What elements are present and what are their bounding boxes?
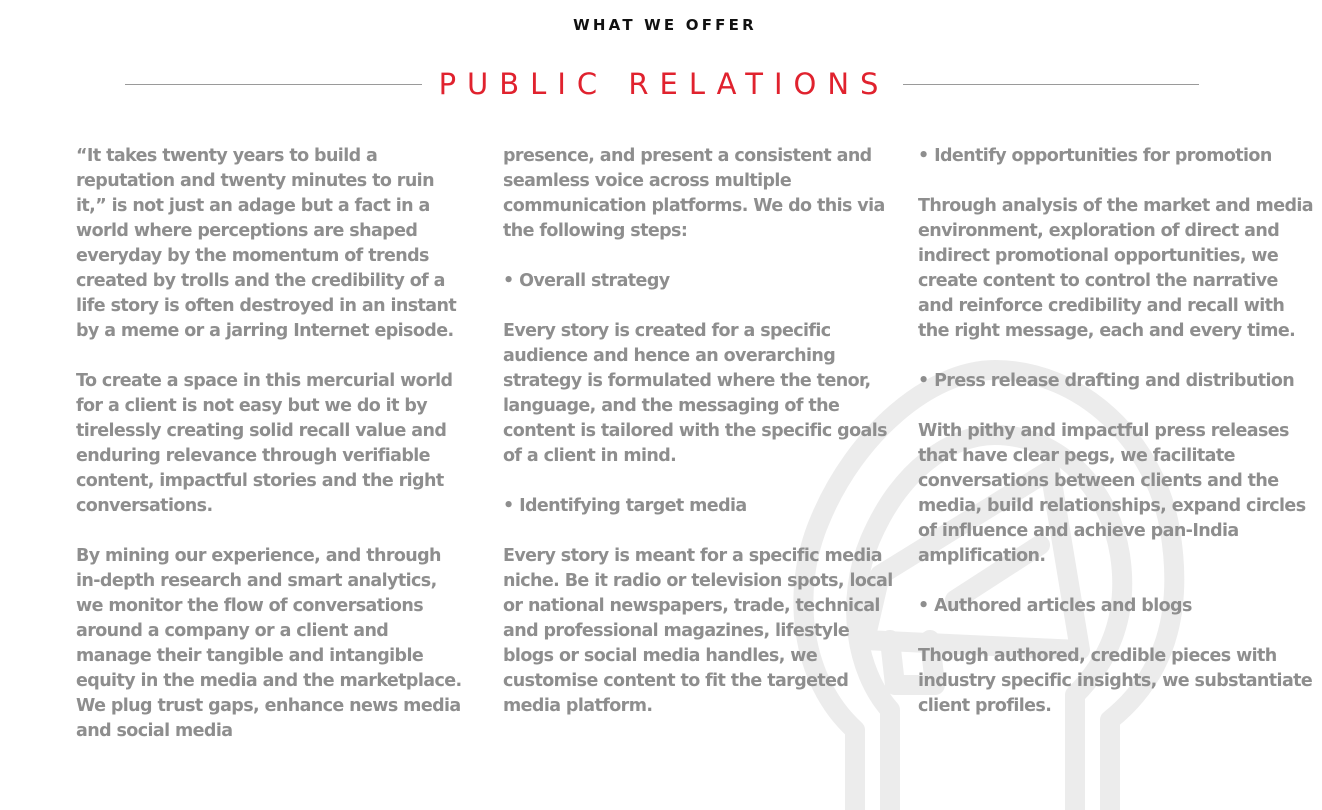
bullet-heading: • Press release drafting and distribution (918, 371, 1295, 391)
paragraph: Though authored, credible pieces with industry specific insights, we substantiate client profiles. (918, 646, 1313, 716)
title-rule-right (903, 84, 1199, 85)
bullet-heading: • Identifying target media (503, 496, 747, 516)
text-column-3 (918, 144, 1318, 744)
bullet-heading: • Authored articles and blogs (918, 596, 1192, 616)
paragraph: To create a space in this mercurial world for a client is not easy but we do it by tirelessly creating solid recall value and enduring relevance through verifiable content, impactful stories and the right conversations. (76, 371, 453, 516)
page-title: PUBLIC RELATIONS (438, 67, 890, 101)
section-eyebrow: WHAT WE OFFER (573, 16, 757, 34)
paragraph: With pithy and impactful press releases that have clear pegs, we facilitate conversations between clients and the media, build relationships, expand circles of influence and achieve pan-India amplification. (918, 421, 1306, 566)
bullet-heading: • Overall strategy (503, 271, 670, 291)
text-column-2 (503, 144, 897, 744)
paragraph: Every story is created for a specific audience and hence an overarching strategy is formulated where the tenor, language, and the messaging of the content is tailored with the specific goals of a client in mind. (503, 321, 887, 466)
title-rule-left (125, 84, 422, 85)
paragraph: “It takes twenty years to build a reputation and twenty minutes to ruin it,” is not just an adage but a fact in a world where perceptions are shaped everyday by the momentum of trends created by trolls and the credibility of a life story is often destroyed in an instant by a meme or a jarring Internet episode. (76, 146, 457, 341)
paragraph: Through analysis of the market and media environment, exploration of direct and indirect promotional opportunities, we create content to control the narrative and reinforce credibility and recall with the right message, each and every time. (918, 196, 1314, 341)
bullet-heading: • Identify opportunities for promotion (918, 146, 1272, 166)
text-column-1 (76, 144, 468, 769)
paragraph: By mining our experience, and through in-depth research and smart analytics, we monitor the flow of conversations around a company or a client and manage their tangible and intangible equity in the media and the marketplace. We plug trust gaps, enhance news media and social media (76, 546, 462, 741)
paragraph: Every story is meant for a specific media niche. Be it radio or television spots, local or national newspapers, trade, technical and professional magazines, lifestyle blogs or social media handles, we customise content to fit the targeted media platform. (503, 546, 893, 716)
paragraph: presence, and present a consistent and seamless voice across multiple communication platforms. We do this via the following steps: (503, 146, 885, 241)
